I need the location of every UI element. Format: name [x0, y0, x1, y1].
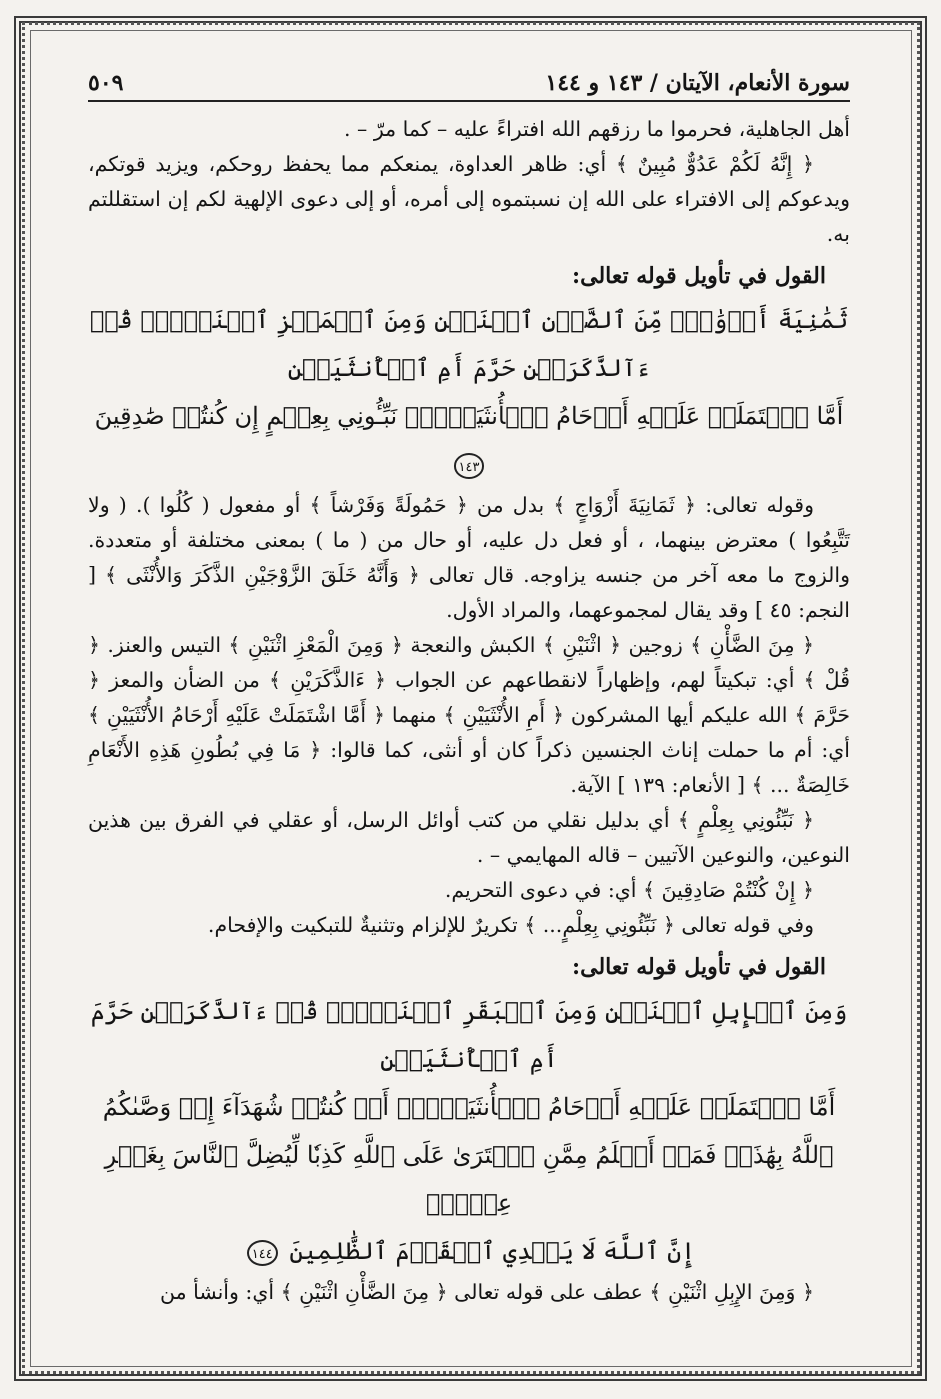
verse-number-marker-144: ١٤٤	[247, 1240, 278, 1266]
paragraph-2: ﴿ إِنَّهُ لَكُمْ عَدُوٌّ مُبِينٌ ﴾ أي: ظاهر العداوة، يمنعكم مما يحفظ روحكم، ويزيد قوتكم، ويدعوكم إلى الافتراء على الله إن نسبتموه إلى أمره، أو إلى دعوى الإلهية لكم إن استقللتم به.	[88, 152, 850, 246]
verse-144-line-4	[88, 1227, 850, 1275]
verse-144-line-4-text: إِنَّ ٱللَّهَ لَا يَهۡدِي ٱلۡقَوۡمَ ٱلظَّٰلِمِينَ	[289, 1237, 696, 1265]
running-title: سورة الأنعام، الآيتان / ١٤٣ و ١٤٤	[545, 70, 850, 96]
paragraph-1: أهل الجاهلية، فحرموا ما رزقهم الله افتراءً عليه – كما مرّ – .	[344, 117, 850, 141]
verse-143-line-2-text: أَمَّا ٱشۡتَمَلَتۡ عَلَيۡهِ أَرۡحَامُ ٱلۡأُنثَيَيۡنِۖ نَبِّـُٔونِي بِعِلۡمٍ إِن كُنتُمۡ صَٰدِقِينَ	[94, 402, 844, 430]
paragraph-4: ﴿ مِنَ الضَّأْنِ ﴾ زوجين ﴿ اثْنَيْنِ ﴾ الكبش والنعجة ﴿ وَمِنَ الْمَعْزِ اثْنَيْنِ ﴾ التيس والعنز. ﴿ قُلْ ﴾ أي: تبكيتاً لهم، وإظهاراً لانقطاعهم عن الجواب ﴿ ءَالذَّكَرَيْنِ ﴾ من الضأن والمعز ﴿ حَرَّمَ ﴾ الله عليكم أيها المشركون ﴿ أَمِ الأُنْثَيَيْنِ ﴾ منهما ﴿ أَمَّا اشْتَمَلَتْ عَلَيْهِ أَرْحَامُ الأُنْثَيَيْنِ ﴾ أي: أم ما حملت إناث الجنسين ذكراً كان أو أنثى، كما قالوا: ﴿ مَا فِي بُطُونِ هَذِهِ الأَنْعَامِ خَالِصَةٌ ... ﴾ [ الأنعام: ١٣٩ ] الآية.	[88, 633, 850, 797]
paragraph-5: ﴿ نَبِّئُونِي بِعِلْمٍ ﴾ أي بدليل نقلي من كتب أوائل الرسل، أو عقلي في الفرق بين هذين النوعين، والنوعين الآتيين – قاله المهايمي – .	[88, 808, 850, 867]
page-header	[88, 62, 850, 102]
verse-144-line-2: أَمَّا ٱشۡتَمَلَتۡ عَلَيۡهِ أَرۡحَامُ ٱلۡأُنثَيَيۡنِۖ أَمۡ كُنتُمۡ شُهَدَآءَ إِذۡ وَصَّىٰكُمُ	[102, 1093, 836, 1121]
verse-number-marker-143: ١٤٣	[454, 453, 485, 479]
section-heading-1: القول في تأويل قوله تعالى:	[572, 263, 826, 289]
book-page	[88, 62, 850, 1304]
verse-143-line-2	[88, 392, 850, 488]
paragraph-7: وفي قوله تعالى ﴿ نَبِّئُونِي بِعِلْمٍ... ﴾ تكريرٌ للإلزام وتثنيةٌ للتبكيت والإفحام.	[207, 913, 814, 937]
verse-144-line-3: ٱللَّهُ بِهَٰذَاۚ فَمَنۡ أَظۡلَمُ مِمَّنِ ٱفۡتَرَىٰ عَلَى ٱللَّهِ كَذِبٗا لِّيُضِلَّ ٱلنَّاسَ بِغَيۡرِ عِلۡمٍۚ	[104, 1141, 834, 1217]
paragraph-3: وقوله تعالى: ﴿ ثَمَانِيَةَ أَزْوَاجٍ ﴾ بدل من ﴿ حَمُولَةً وَفَرْشاً ﴾ أو مفعول ( كُلُوا ). ( ولا تَتَّبِعُوا ) معترض بينهما، ، أو فعل دل عليه، أو حال من ( ما ) بمعنى مختلفة أو متعددة. والزوج ما معه آخر من جنسه يزاوجه. قال تعالى ﴿ وَأَنَّهُ خَلَقَ الزَّوْجَيْنِ الذَّكَرَ وَالأُنْثَى ﴾ [ النجم: ٤٥ ] وقد يقال لمجموعهما، والمراد الأول.	[88, 493, 850, 622]
verse-143-line-1: ثَمَٰنِيَةَ أَزۡوَٰجٖۖ مِّنَ ٱلضَّأۡنِ ٱثۡنَيۡنِ وَمِنَ ٱلۡمَعۡزِ ٱثۡنَيۡنِۗ قُلۡ ءَآلذَّكَرَيۡنِ حَرَّمَ أَمِ ٱلۡأُنثَيَيۡنِ	[89, 306, 849, 382]
page-number: ٥٠٩	[88, 70, 124, 96]
paragraph-6: ﴿ إِنْ كُنْتُمْ صَادِقِينَ ﴾ أي: في دعوى التحريم.	[444, 878, 814, 902]
paragraph-8: ﴿ وَمِنَ الإِبِلِ اثْنَيْنِ ﴾ عطف على قوله تعالى ﴿ مِنَ الضَّأْنِ اثْنَيْنِ ﴾ أي: وأنشأ من	[159, 1280, 814, 1304]
section-heading-2: القول في تأويل قوله تعالى:	[572, 954, 826, 980]
verse-144-line-1: وَمِنَ ٱلۡإِبِلِ ٱثۡنَيۡنِ وَمِنَ ٱلۡبَقَرِ ٱثۡنَيۡنِۗ قُلۡ ءَآلذَّكَرَيۡنِ حَرَّمَ أَمِ ٱلۡأُنثَيَيۡنِ	[90, 997, 848, 1073]
